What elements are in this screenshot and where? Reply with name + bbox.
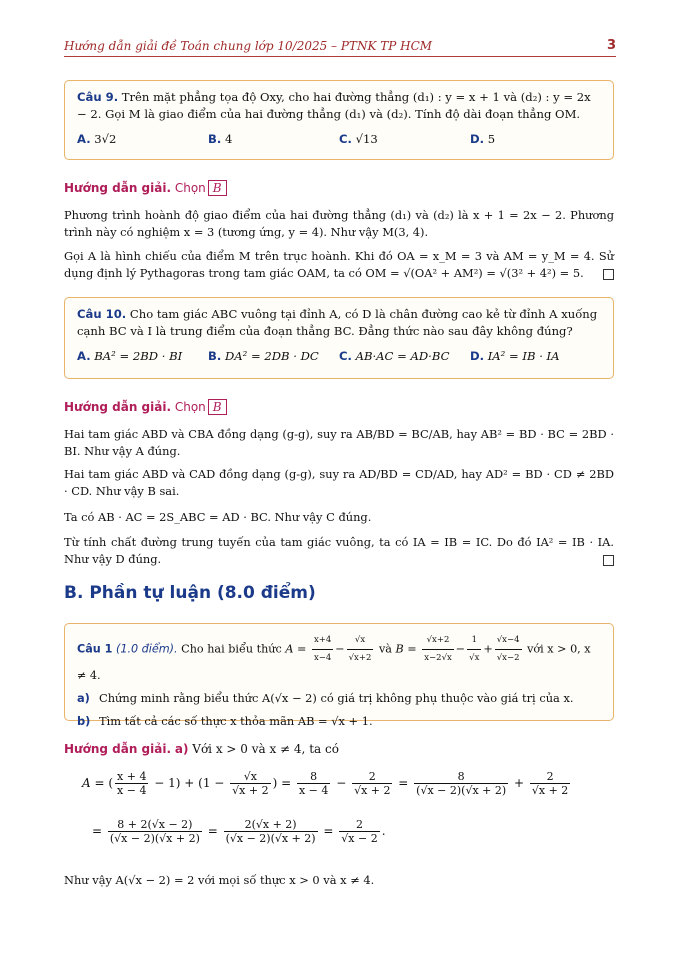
- question-c1-box: Câu 1 (1.0 điểm). Cho hai biểu thức A = $\frac{x+4}{x-4}$ − $\frac{√x}{√x+2}$ và B = $\frac{√x+2}{x-2√x}$ − $\frac{1}{√x}$ + $\frac{√x-4}{√x-2}$ với x > 0, x ≠ 4. a) Chứng minh rằng biểu thức A(√x − 2) có giá trị không phụ thuộc vào giá trị của x. b) Tìm tất cả các số thực x thỏa mãn AB = √x + 1.: [64, 623, 614, 721]
- answer-box: B: [208, 399, 227, 415]
- solution-9-p2: Gọi A là hình chiếu của điểm M trên trục hoành. Khi đó OA = x_M = 3 và AM = y_M = 4. Sử dụng định lý Pythagoras trong tam giác OAM, ta có OM = √(OA² + AM²) = √(3² + 4²) = 5.: [64, 249, 614, 280]
- choice-b: B. DA² = 2DB · DC: [208, 349, 319, 363]
- solution-10-p2: Hai tam giác ABD và CAD đồng dạng (g-g), suy ra AD/BD = CD/AD, hay AD² = BD · CD ≠ 2BD · CD. Như vậy B sai.: [64, 467, 614, 498]
- solution-c1-heading: Hướng dẫn giải. a) Với x > 0 và x ≠ 4, ta có: [64, 742, 339, 756]
- choice-d: D. 5: [470, 132, 496, 146]
- choice-d: D. IA² = IB · IA: [470, 349, 560, 363]
- qed-square: [603, 555, 614, 566]
- page-number: 3: [606, 38, 616, 53]
- solution-10-p4: Từ tính chất đường trung tuyến của tam giác vuông, ta có IA = IB = IC. Do đó IA² = IB · IA. Như vậy D đúng.: [64, 535, 614, 566]
- part-b: b) Tìm tất cả các số thực x thỏa mãn AB = √x + 1.: [77, 714, 373, 728]
- solution-10-heading: Hướng dẫn giải. Chọn B: [64, 399, 227, 415]
- question-10-box: [64, 297, 614, 379]
- answer-box: B: [208, 180, 227, 196]
- question-10-choices: [77, 348, 601, 365]
- question-9-box: [64, 80, 614, 160]
- part-a: a) Chứng minh rằng biểu thức A(√x − 2) có giá trị không phụ thuộc vào giá trị của x.: [77, 691, 574, 705]
- solution-10-p1: Hai tam giác ABD và CBA đồng dạng (g-g), suy ra AB/BD = BC/AB, hay AB² = BD · BC = 2BD · BI. Như vậy A đúng.: [64, 427, 614, 458]
- choice-a: A. BA² = 2BD · BI: [77, 349, 183, 363]
- question-10-text: Cho tam giác ABC vuông tại đỉnh A, có D là chân đường cao kẻ từ đỉnh A xuống cạnh BC và I là trung điểm của đoạn thẳng BC. Đẳng thức nào sau đây không đúng?: [77, 307, 598, 338]
- question-9-choices: [77, 131, 601, 148]
- equation-line-2: = $\frac{8 + 2(√x - 2)}{(√x - 2)(√x + 2)}$ = $\frac{2(√x + 2)}{(√x - 2)(√x + 2)}$ = $\frac{2}{√x - 2}$ .: [92, 818, 386, 845]
- solution-9-heading: Hướng dẫn giải. Chọn B: [64, 180, 227, 196]
- choice-a: A. 3√2: [77, 132, 117, 146]
- solution-9-p1: Phương trình hoành độ giao điểm của hai đường thẳng (d₁) và (d₂) là x + 1 = 2x − 2. Phương trình này có nghiệm x = 3 (tương ứng, y = 4). Như vậy M(3, 4).: [64, 208, 614, 239]
- page-header: [64, 36, 616, 57]
- question-9-text: Trên mặt phẳng tọa độ Oxy, cho hai đường thẳng (d₁) : y = x + 1 và (d₂) : y = 2x − 2. Gọi M là giao điểm của hai đường thẳng (d₁) và (d₂). Tính độ dài đoạn thẳng OM.: [77, 90, 591, 121]
- choice-b: B. 4: [208, 132, 233, 146]
- choice-c: C. AB·AC = AD·BC: [339, 349, 450, 363]
- equation-line-1: A = ( $\frac{x + 4}{x - 4}$ − 1) + (1 − $\frac{√x}{√x + 2}$ ) = $\frac{8}{x - 4}$ − $\frac{2}{√x + 2}$ = $\frac{8}{(√x - 2)(√x + 2)}$ + $\frac{2}{√x + 2}$: [82, 770, 569, 797]
- section-title: B. Phần tự luận (8.0 điểm): [64, 583, 316, 603]
- qed-square: [603, 269, 614, 280]
- question-10-label: Câu 10.: [77, 307, 127, 321]
- question-9-label: Câu 9.: [77, 90, 119, 104]
- header-title: Hướng dẫn giải đề Toán chung lớp 10/2025 – PTNK TP HCM: [64, 39, 433, 53]
- solution-10-p3: Ta có AB · AC = 2S_ABC = AD · BC. Như vậy C đúng.: [64, 510, 372, 524]
- choice-c: C. √13: [339, 132, 378, 146]
- solution-c1-conclusion: Như vậy A(√x − 2) = 2 với mọi số thực x > 0 và x ≠ 4.: [64, 873, 375, 887]
